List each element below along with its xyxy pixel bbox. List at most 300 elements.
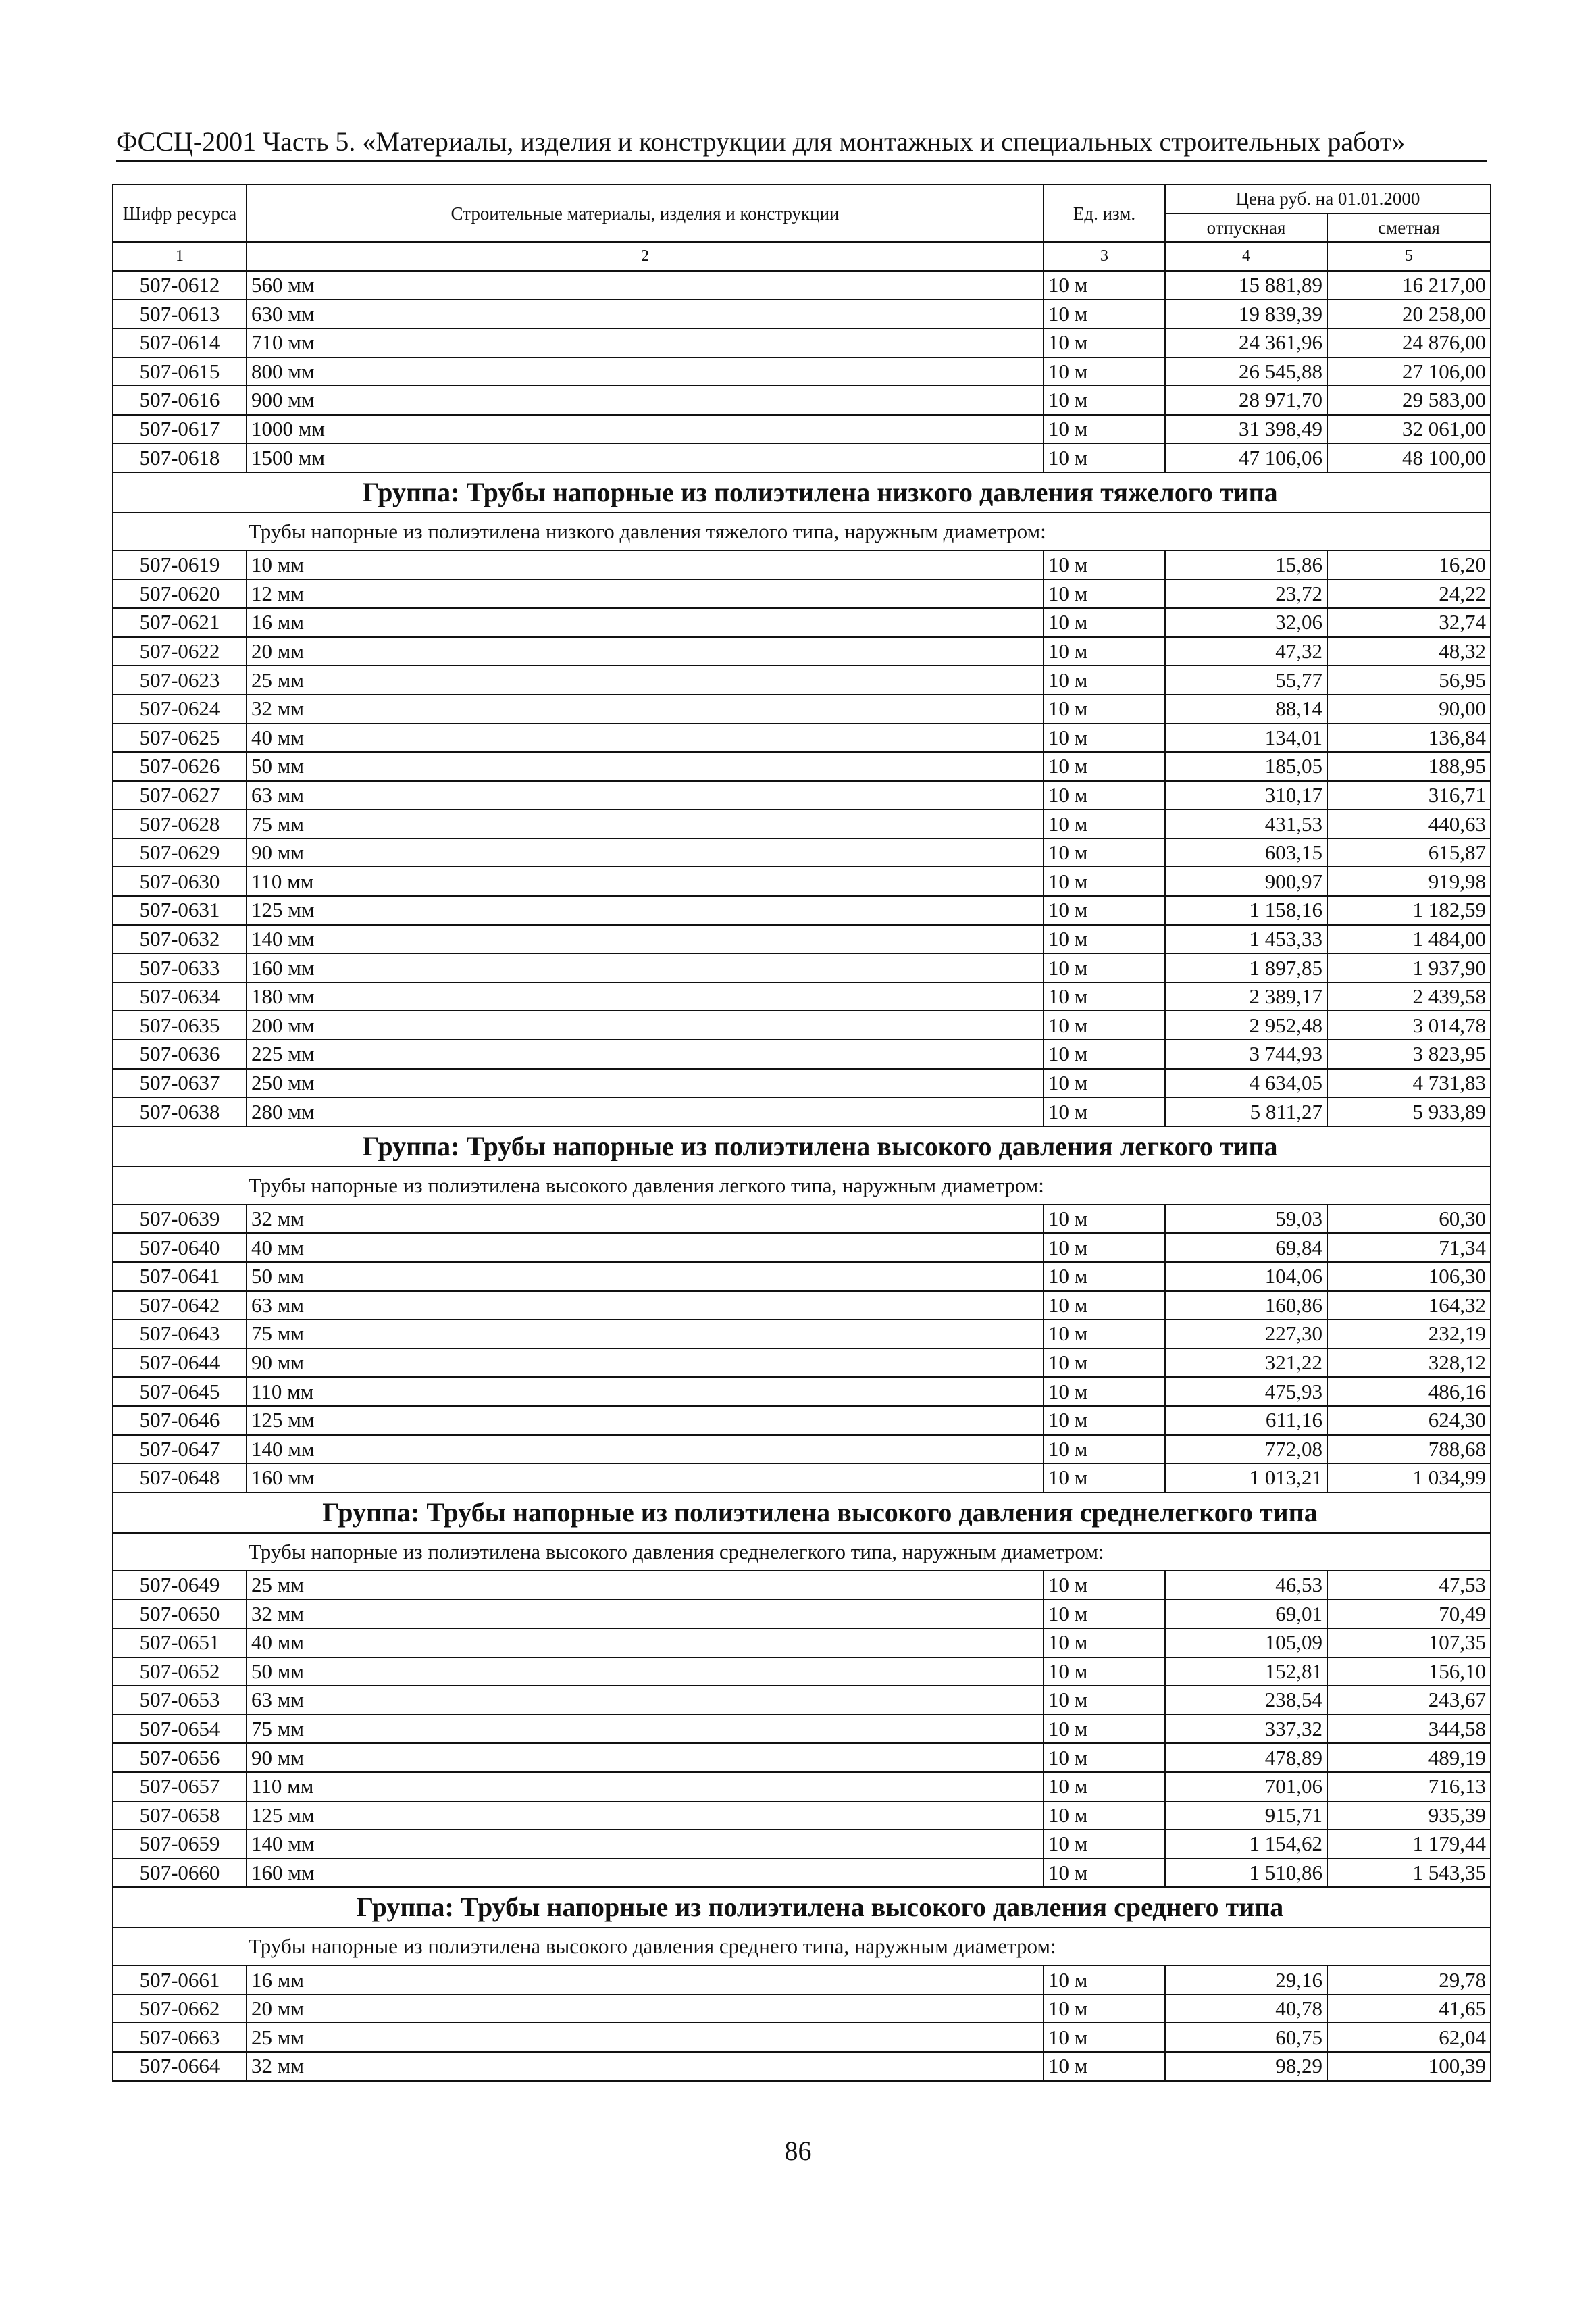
- resource-code-cell: 507-0634: [113, 982, 247, 1011]
- resource-code-cell: 507-0653: [113, 1686, 247, 1715]
- release-price-cell: 28 971,70: [1165, 386, 1327, 415]
- unit-cell: 10 м: [1044, 982, 1165, 1011]
- resource-code-cell: 507-0639: [113, 1205, 247, 1234]
- unit-cell: 10 м: [1044, 1743, 1165, 1772]
- estimate-price-cell: 90,00: [1327, 695, 1491, 724]
- material-name-cell: 32 мм: [247, 1205, 1044, 1234]
- unit-cell: 10 м: [1044, 1097, 1165, 1126]
- estimate-price-cell: 29 583,00: [1327, 386, 1491, 415]
- resource-code-cell: 507-0623: [113, 665, 247, 695]
- table-row: [113, 1571, 1491, 1600]
- table-row: [113, 1463, 1491, 1492]
- estimate-price-cell: 2 439,58: [1327, 982, 1491, 1011]
- material-name-cell: 50 мм: [247, 1262, 1044, 1291]
- material-name-cell: 900 мм: [247, 386, 1044, 415]
- material-name-cell: 250 мм: [247, 1069, 1044, 1098]
- resource-code-cell: 507-0656: [113, 1743, 247, 1772]
- table-row: [113, 1291, 1491, 1320]
- unit-cell: 10 м: [1044, 386, 1165, 415]
- release-price-cell: 4 634,05: [1165, 1069, 1327, 1098]
- release-price-cell: 29,16: [1165, 1965, 1327, 1994]
- group-heading-row: [113, 472, 1491, 513]
- release-price-cell: 227,30: [1165, 1319, 1327, 1349]
- estimate-price-cell: 164,32: [1327, 1291, 1491, 1320]
- material-name-cell: 160 мм: [247, 1859, 1044, 1888]
- estimate-price-cell: 24,22: [1327, 580, 1491, 609]
- release-price-cell: 915,71: [1165, 1801, 1327, 1830]
- table-row: [113, 443, 1491, 472]
- unit-cell: 10 м: [1044, 809, 1165, 838]
- release-price-cell: 2 952,48: [1165, 1011, 1327, 1040]
- resource-code-cell: 507-0661: [113, 1965, 247, 1994]
- group-heading-row: [113, 1887, 1491, 1928]
- material-name-cell: 125 мм: [247, 896, 1044, 925]
- unit-cell: 10 м: [1044, 724, 1165, 753]
- header-price-estimate: сметная: [1327, 213, 1491, 243]
- release-price-cell: 69,01: [1165, 1599, 1327, 1628]
- group-heading: Группа: Трубы напорные из полиэтилена высокого давления среднелегкого типа: [113, 1492, 1491, 1533]
- resource-code-cell: 507-0645: [113, 1377, 247, 1406]
- release-price-cell: 772,08: [1165, 1435, 1327, 1464]
- resource-code-cell: 507-0618: [113, 443, 247, 472]
- table-row: [113, 299, 1491, 328]
- unit-cell: 10 м: [1044, 580, 1165, 609]
- estimate-price-cell: 1 179,44: [1327, 1830, 1491, 1859]
- table-row: [113, 809, 1491, 838]
- material-name-cell: 630 мм: [247, 299, 1044, 328]
- estimate-price-cell: 107,35: [1327, 1628, 1491, 1657]
- resource-code-cell: 507-0651: [113, 1628, 247, 1657]
- table-row: [113, 1801, 1491, 1830]
- material-name-cell: 160 мм: [247, 953, 1044, 982]
- table-row: [113, 1628, 1491, 1657]
- estimate-price-cell: 328,12: [1327, 1349, 1491, 1378]
- table-row: [113, 724, 1491, 753]
- price-table: [112, 184, 1491, 2082]
- subgroup-heading-row: [113, 1533, 1491, 1571]
- release-price-cell: 2 389,17: [1165, 982, 1327, 1011]
- release-price-cell: 98,29: [1165, 2052, 1327, 2081]
- resource-code-cell: 507-0620: [113, 580, 247, 609]
- resource-code-cell: 507-0648: [113, 1463, 247, 1492]
- release-price-cell: 55,77: [1165, 665, 1327, 695]
- table-row: [113, 1040, 1491, 1069]
- unit-cell: 10 м: [1044, 1262, 1165, 1291]
- estimate-price-cell: 47,53: [1327, 1571, 1491, 1600]
- subgroup-heading-row: [113, 1928, 1491, 1965]
- table-row: [113, 982, 1491, 1011]
- unit-cell: 10 м: [1044, 1628, 1165, 1657]
- resource-code-cell: 507-0624: [113, 695, 247, 724]
- table-row: [113, 1319, 1491, 1349]
- estimate-price-cell: 440,63: [1327, 809, 1491, 838]
- material-name-cell: 200 мм: [247, 1011, 1044, 1040]
- table-row: [113, 752, 1491, 781]
- unit-cell: 10 м: [1044, 1772, 1165, 1801]
- unit-cell: 10 м: [1044, 1349, 1165, 1378]
- table-row: [113, 695, 1491, 724]
- release-price-cell: 1 897,85: [1165, 953, 1327, 982]
- table-row: [113, 781, 1491, 810]
- unit-cell: 10 м: [1044, 1599, 1165, 1628]
- release-price-cell: 1 013,21: [1165, 1463, 1327, 1492]
- estimate-price-cell: 935,39: [1327, 1801, 1491, 1830]
- unit-cell: 10 м: [1044, 1040, 1165, 1069]
- table-row: [113, 551, 1491, 580]
- unit-cell: 10 м: [1044, 695, 1165, 724]
- estimate-price-cell: 32 061,00: [1327, 415, 1491, 444]
- estimate-price-cell: 20 258,00: [1327, 299, 1491, 328]
- material-name-cell: 40 мм: [247, 1628, 1044, 1657]
- release-price-cell: 431,53: [1165, 809, 1327, 838]
- material-name-cell: 180 мм: [247, 982, 1044, 1011]
- estimate-price-cell: 136,84: [1327, 724, 1491, 753]
- material-name-cell: 110 мм: [247, 867, 1044, 896]
- release-price-cell: 5 811,27: [1165, 1097, 1327, 1126]
- table-row: [113, 328, 1491, 357]
- resource-code-cell: 507-0633: [113, 953, 247, 982]
- release-price-cell: 152,81: [1165, 1657, 1327, 1686]
- release-price-cell: 15,86: [1165, 551, 1327, 580]
- estimate-price-cell: 486,16: [1327, 1377, 1491, 1406]
- resource-code-cell: 507-0649: [113, 1571, 247, 1600]
- resource-code-cell: 507-0613: [113, 299, 247, 328]
- subgroup-heading: Трубы напорные из полиэтилена высокого давления среднего типа, наружным диаметром:: [113, 1928, 1491, 1965]
- material-name-cell: 110 мм: [247, 1772, 1044, 1801]
- estimate-price-cell: 29,78: [1327, 1965, 1491, 1994]
- material-name-cell: 10 мм: [247, 551, 1044, 580]
- resource-code-cell: 507-0647: [113, 1435, 247, 1464]
- estimate-price-cell: 716,13: [1327, 1772, 1491, 1801]
- release-price-cell: 32,06: [1165, 608, 1327, 637]
- estimate-price-cell: 232,19: [1327, 1319, 1491, 1349]
- table-row: [113, 1377, 1491, 1406]
- header-column-numbers: [113, 242, 1491, 271]
- resource-code-cell: 507-0643: [113, 1319, 247, 1349]
- release-price-cell: 185,05: [1165, 752, 1327, 781]
- resource-code-cell: 507-0650: [113, 1599, 247, 1628]
- estimate-price-cell: 788,68: [1327, 1435, 1491, 1464]
- table-row: [113, 1686, 1491, 1715]
- resource-code-cell: 507-0642: [113, 1291, 247, 1320]
- resource-code-cell: 507-0663: [113, 2023, 247, 2052]
- release-price-cell: 1 453,33: [1165, 925, 1327, 954]
- release-price-cell: 24 361,96: [1165, 328, 1327, 357]
- release-price-cell: 1 510,86: [1165, 1859, 1327, 1888]
- material-name-cell: 75 мм: [247, 1319, 1044, 1349]
- table-row: [113, 1262, 1491, 1291]
- release-price-cell: 310,17: [1165, 781, 1327, 810]
- resource-code-cell: 507-0635: [113, 1011, 247, 1040]
- estimate-price-cell: 48,32: [1327, 637, 1491, 666]
- release-price-cell: 47 106,06: [1165, 443, 1327, 472]
- resource-code-cell: 507-0660: [113, 1859, 247, 1888]
- unit-cell: 10 м: [1044, 953, 1165, 982]
- material-name-cell: 40 мм: [247, 724, 1044, 753]
- release-price-cell: 104,06: [1165, 1262, 1327, 1291]
- release-price-cell: 59,03: [1165, 1205, 1327, 1234]
- resource-code-cell: 507-0626: [113, 752, 247, 781]
- resource-code-cell: 507-0637: [113, 1069, 247, 1098]
- unit-cell: 10 м: [1044, 1859, 1165, 1888]
- release-price-cell: 475,93: [1165, 1377, 1327, 1406]
- subgroup-heading: Трубы напорные из полиэтилена высокого давления среднелегкого типа, наружным диаметром:: [113, 1533, 1491, 1571]
- release-price-cell: 1 158,16: [1165, 896, 1327, 925]
- unit-cell: 10 м: [1044, 1715, 1165, 1744]
- estimate-price-cell: 41,65: [1327, 1994, 1491, 2023]
- estimate-price-cell: 5 933,89: [1327, 1097, 1491, 1126]
- table-row: [113, 1069, 1491, 1098]
- resource-code-cell: 507-0627: [113, 781, 247, 810]
- material-name-cell: 12 мм: [247, 580, 1044, 609]
- unit-cell: 10 м: [1044, 551, 1165, 580]
- header-unit: Ед. изм.: [1044, 184, 1165, 242]
- release-price-cell: 238,54: [1165, 1686, 1327, 1715]
- unit-cell: 10 м: [1044, 752, 1165, 781]
- table-row: [113, 1772, 1491, 1801]
- resource-code-cell: 507-0641: [113, 1262, 247, 1291]
- table-row: [113, 1715, 1491, 1744]
- unit-cell: 10 м: [1044, 357, 1165, 386]
- material-name-cell: 63 мм: [247, 1686, 1044, 1715]
- material-name-cell: 710 мм: [247, 328, 1044, 357]
- resource-code-cell: 507-0662: [113, 1994, 247, 2023]
- column-number: 2: [247, 242, 1044, 271]
- release-price-cell: 1 154,62: [1165, 1830, 1327, 1859]
- material-name-cell: 63 мм: [247, 1291, 1044, 1320]
- unit-cell: 10 м: [1044, 781, 1165, 810]
- resource-code-cell: 507-0640: [113, 1233, 247, 1262]
- group-heading-row: [113, 1492, 1491, 1533]
- table-row: [113, 357, 1491, 386]
- resource-code-cell: 507-0644: [113, 1349, 247, 1378]
- resource-code-cell: 507-0654: [113, 1715, 247, 1744]
- material-name-cell: 125 мм: [247, 1801, 1044, 1830]
- estimate-price-cell: 243,67: [1327, 1686, 1491, 1715]
- release-price-cell: 160,86: [1165, 1291, 1327, 1320]
- release-price-cell: 611,16: [1165, 1406, 1327, 1435]
- unit-cell: 10 м: [1044, 608, 1165, 637]
- header-code: Шифр ресурса: [113, 184, 247, 242]
- resource-code-cell: 507-0657: [113, 1772, 247, 1801]
- resource-code-cell: 507-0632: [113, 925, 247, 954]
- column-number: 1: [113, 242, 247, 271]
- table-row: [113, 665, 1491, 695]
- table-row: [113, 1097, 1491, 1126]
- column-number: 3: [1044, 242, 1165, 271]
- table-row: [113, 415, 1491, 444]
- resource-code-cell: 507-0664: [113, 2052, 247, 2081]
- material-name-cell: 16 мм: [247, 1965, 1044, 1994]
- release-price-cell: 603,15: [1165, 838, 1327, 867]
- material-name-cell: 90 мм: [247, 1349, 1044, 1378]
- release-price-cell: 321,22: [1165, 1349, 1327, 1378]
- material-name-cell: 50 мм: [247, 1657, 1044, 1686]
- estimate-price-cell: 71,34: [1327, 1233, 1491, 1262]
- release-price-cell: 88,14: [1165, 695, 1327, 724]
- release-price-cell: 31 398,49: [1165, 415, 1327, 444]
- resource-code-cell: 507-0630: [113, 867, 247, 896]
- estimate-price-cell: 1 034,99: [1327, 1463, 1491, 1492]
- unit-cell: 10 м: [1044, 299, 1165, 328]
- estimate-price-cell: 188,95: [1327, 752, 1491, 781]
- unit-cell: 10 м: [1044, 328, 1165, 357]
- estimate-price-cell: 24 876,00: [1327, 328, 1491, 357]
- table-row: [113, 1011, 1491, 1040]
- group-heading: Группа: Трубы напорные из полиэтилена высокого давления легкого типа: [113, 1126, 1491, 1167]
- table-row: [113, 1859, 1491, 1888]
- unit-cell: 10 м: [1044, 896, 1165, 925]
- resource-code-cell: 507-0625: [113, 724, 247, 753]
- unit-cell: 10 м: [1044, 1994, 1165, 2023]
- estimate-price-cell: 48 100,00: [1327, 443, 1491, 472]
- table-row: [113, 1233, 1491, 1262]
- table-row: [113, 1965, 1491, 1994]
- subgroup-heading: Трубы напорные из полиэтилена низкого давления тяжелого типа, наружным диаметром:: [113, 513, 1491, 551]
- table-row: [113, 2023, 1491, 2052]
- release-price-cell: 337,32: [1165, 1715, 1327, 1744]
- unit-cell: 10 м: [1044, 1011, 1165, 1040]
- release-price-cell: 23,72: [1165, 580, 1327, 609]
- estimate-price-cell: 100,39: [1327, 2052, 1491, 2081]
- estimate-price-cell: 16,20: [1327, 551, 1491, 580]
- resource-code-cell: 507-0631: [113, 896, 247, 925]
- unit-cell: 10 м: [1044, 867, 1165, 896]
- estimate-price-cell: 1 182,59: [1327, 896, 1491, 925]
- estimate-price-cell: 106,30: [1327, 1262, 1491, 1291]
- material-name-cell: 25 мм: [247, 665, 1044, 695]
- estimate-price-cell: 60,30: [1327, 1205, 1491, 1234]
- resource-code-cell: 507-0646: [113, 1406, 247, 1435]
- table-row: [113, 896, 1491, 925]
- material-name-cell: 75 мм: [247, 809, 1044, 838]
- subgroup-heading-row: [113, 513, 1491, 551]
- estimate-price-cell: 62,04: [1327, 2023, 1491, 2052]
- estimate-price-cell: 156,10: [1327, 1657, 1491, 1686]
- page-header: ФССЦ-2001 Часть 5. «Материалы, изделия и конструкции для монтажных и специальных строительных работ»: [116, 126, 1406, 157]
- resource-code-cell: 507-0636: [113, 1040, 247, 1069]
- table-row: [113, 1994, 1491, 2023]
- column-number: 5: [1327, 242, 1491, 271]
- resource-code-cell: 507-0658: [113, 1801, 247, 1830]
- resource-code-cell: 507-0621: [113, 608, 247, 637]
- release-price-cell: 47,32: [1165, 637, 1327, 666]
- estimate-price-cell: 3 823,95: [1327, 1040, 1491, 1069]
- unit-cell: 10 м: [1044, 2023, 1165, 2052]
- table-row: [113, 1743, 1491, 1772]
- estimate-price-cell: 56,95: [1327, 665, 1491, 695]
- release-price-cell: 900,97: [1165, 867, 1327, 896]
- unit-cell: 10 м: [1044, 443, 1165, 472]
- material-name-cell: 32 мм: [247, 2052, 1044, 2081]
- header-rule: [116, 160, 1487, 162]
- estimate-price-cell: 624,30: [1327, 1406, 1491, 1435]
- material-name-cell: 1000 мм: [247, 415, 1044, 444]
- release-price-cell: 15 881,89: [1165, 271, 1327, 300]
- estimate-price-cell: 615,87: [1327, 838, 1491, 867]
- unit-cell: 10 м: [1044, 1463, 1165, 1492]
- column-number: 4: [1165, 242, 1327, 271]
- release-price-cell: 3 744,93: [1165, 1040, 1327, 1069]
- subgroup-heading: Трубы напорные из полиэтилена высокого давления легкого типа, наружным диаметром:: [113, 1167, 1491, 1205]
- unit-cell: 10 м: [1044, 1965, 1165, 1994]
- resource-code-cell: 507-0628: [113, 809, 247, 838]
- estimate-price-cell: 489,19: [1327, 1743, 1491, 1772]
- material-name-cell: 25 мм: [247, 2023, 1044, 2052]
- table-row: [113, 1406, 1491, 1435]
- material-name-cell: 1500 мм: [247, 443, 1044, 472]
- material-name-cell: 32 мм: [247, 1599, 1044, 1628]
- estimate-price-cell: 1 937,90: [1327, 953, 1491, 982]
- unit-cell: 10 м: [1044, 1319, 1165, 1349]
- unit-cell: 10 м: [1044, 1435, 1165, 1464]
- group-heading: Группа: Трубы напорные из полиэтилена высокого давления среднего типа: [113, 1887, 1491, 1928]
- release-price-cell: 60,75: [1165, 2023, 1327, 2052]
- release-price-cell: 134,01: [1165, 724, 1327, 753]
- unit-cell: 10 м: [1044, 1830, 1165, 1859]
- unit-cell: 10 м: [1044, 1291, 1165, 1320]
- table-row: [113, 925, 1491, 954]
- material-name-cell: 160 мм: [247, 1463, 1044, 1492]
- unit-cell: 10 м: [1044, 415, 1165, 444]
- estimate-price-cell: 1 543,35: [1327, 1859, 1491, 1888]
- material-name-cell: 63 мм: [247, 781, 1044, 810]
- release-price-cell: 701,06: [1165, 1772, 1327, 1801]
- unit-cell: 10 м: [1044, 1205, 1165, 1234]
- material-name-cell: 75 мм: [247, 1715, 1044, 1744]
- material-name-cell: 20 мм: [247, 637, 1044, 666]
- header-name: Строительные материалы, изделия и конструкции: [247, 184, 1044, 242]
- table-row: [113, 1205, 1491, 1234]
- material-name-cell: 140 мм: [247, 925, 1044, 954]
- material-name-cell: 800 мм: [247, 357, 1044, 386]
- estimate-price-cell: 919,98: [1327, 867, 1491, 896]
- resource-code-cell: 507-0659: [113, 1830, 247, 1859]
- material-name-cell: 280 мм: [247, 1097, 1044, 1126]
- resource-code-cell: 507-0622: [113, 637, 247, 666]
- resource-code-cell: 507-0619: [113, 551, 247, 580]
- estimate-price-cell: 16 217,00: [1327, 271, 1491, 300]
- release-price-cell: 26 545,88: [1165, 357, 1327, 386]
- table-body: [113, 271, 1491, 2081]
- table-row: [113, 953, 1491, 982]
- table-row: [113, 867, 1491, 896]
- release-price-cell: 40,78: [1165, 1994, 1327, 2023]
- unit-cell: 10 м: [1044, 1377, 1165, 1406]
- material-name-cell: 90 мм: [247, 838, 1044, 867]
- unit-cell: 10 м: [1044, 1657, 1165, 1686]
- estimate-price-cell: 1 484,00: [1327, 925, 1491, 954]
- resource-code-cell: 507-0638: [113, 1097, 247, 1126]
- material-name-cell: 140 мм: [247, 1435, 1044, 1464]
- release-price-cell: 69,84: [1165, 1233, 1327, 1262]
- header-price-release: отпускная: [1165, 213, 1327, 243]
- table-row: [113, 271, 1491, 300]
- table-row: [113, 637, 1491, 666]
- estimate-price-cell: 70,49: [1327, 1599, 1491, 1628]
- table-row: [113, 2052, 1491, 2081]
- unit-cell: 10 м: [1044, 1069, 1165, 1098]
- unit-cell: 10 м: [1044, 1406, 1165, 1435]
- unit-cell: 10 м: [1044, 1801, 1165, 1830]
- material-name-cell: 32 мм: [247, 695, 1044, 724]
- release-price-cell: 105,09: [1165, 1628, 1327, 1657]
- resource-code-cell: 507-0629: [113, 838, 247, 867]
- material-name-cell: 140 мм: [247, 1830, 1044, 1859]
- table-row: [113, 1349, 1491, 1378]
- unit-cell: 10 м: [1044, 1571, 1165, 1600]
- subgroup-heading-row: [113, 1167, 1491, 1205]
